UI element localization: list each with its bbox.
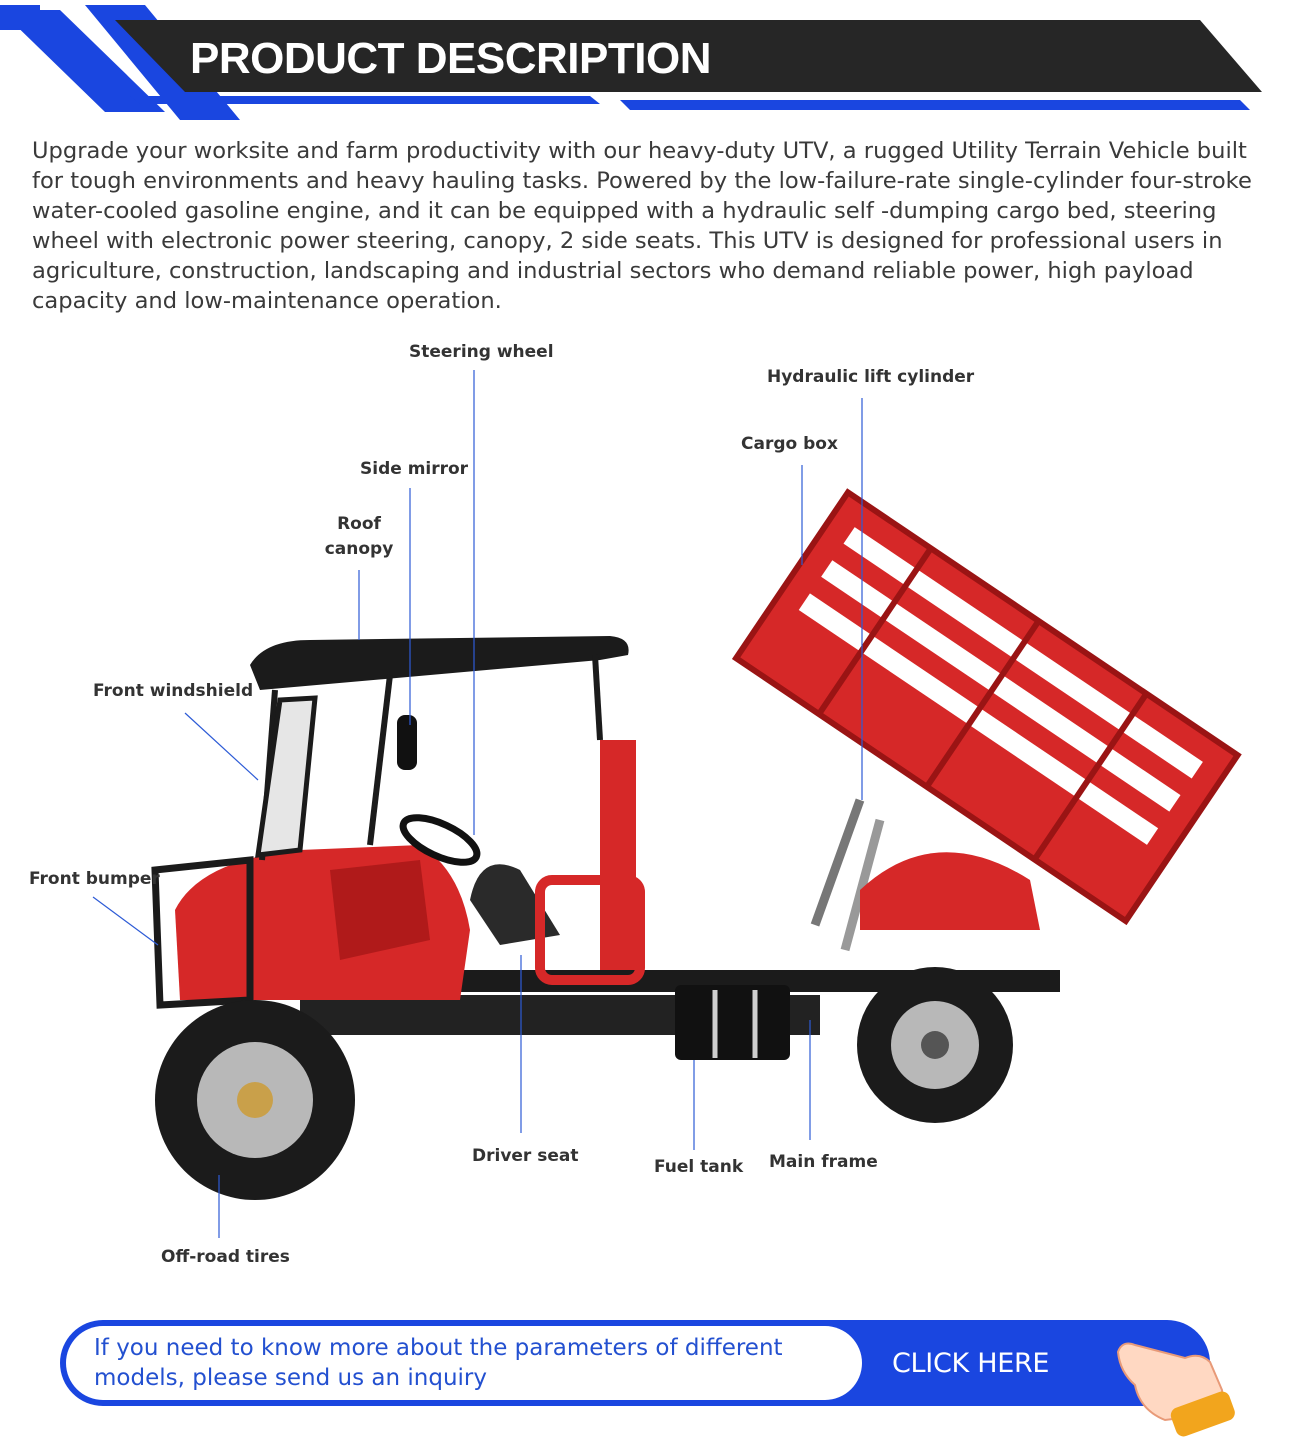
callout-front-windshield: Front windshield — [93, 681, 254, 701]
callout-off-road-tires: Off-road tires — [161, 1247, 290, 1267]
callout-steering-wheel: Steering wheel — [409, 342, 554, 362]
utv-illustration — [155, 492, 1238, 1200]
cta-message-line1: If you need to know more about the parameters of different — [94, 1335, 783, 1361]
callout-roof-canopy-line2: canopy — [324, 539, 394, 559]
click-here-button[interactable]: CLICK HERE — [892, 1347, 1050, 1379]
product-description: Upgrade your worksite and farm productivity with our heavy-duty UTV, a rugged Utility Terrain Vehicle built for tough environments and heavy hauling tasks. Powered by the low-failure-rate single-cylinder four-stroke water-cooled gasoline engine, and it can be equipped with a hydraulic self -dumping cargo bed, steering wheel with electronic power steering, canopy, 2 side seats. This UTV is designed for professional users in agriculture, construction, landscaping and industrial sectors who demand reliable power, high payload capacity and low-maintenance operation. — [32, 138, 1252, 314]
callout-roof-canopy — [318, 512, 400, 562]
callout-hydraulic-lift-cylinder: Hydraulic lift cylinder — [767, 367, 975, 387]
utv-diagram — [0, 330, 1300, 1300]
callout-cargo-box: Cargo box — [741, 434, 838, 454]
cta-message — [94, 1333, 783, 1393]
callout-fuel-tank: Fuel tank — [654, 1157, 744, 1177]
page-title: PRODUCT DESCRIPTION — [190, 34, 711, 83]
callout-roof-canopy-line1: Roof — [337, 514, 381, 534]
callout-front-bumper: Front bumper — [29, 869, 160, 889]
callout-main-frame: Main frame — [769, 1152, 878, 1172]
callout-side-mirror: Side mirror — [360, 459, 469, 479]
cta-message-line2: models, please send us an inquiry — [94, 1365, 487, 1391]
callout-driver-seat: Driver seat — [472, 1146, 579, 1166]
